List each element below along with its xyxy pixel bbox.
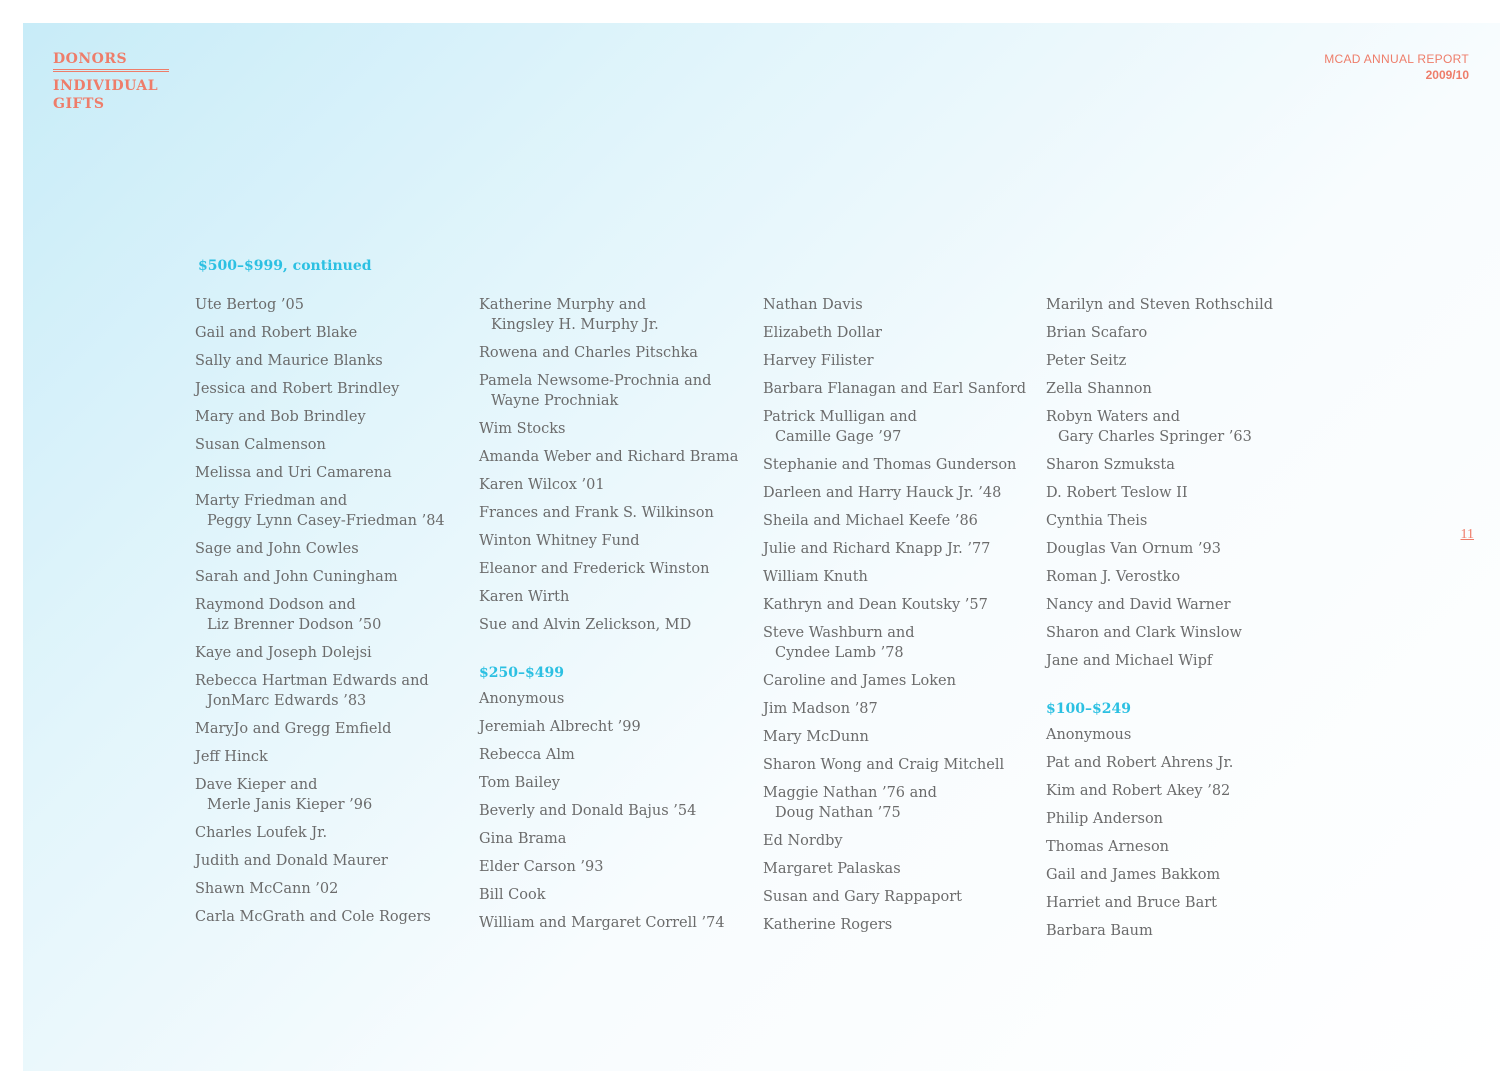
donor-name-line: Nathan Davis bbox=[763, 297, 863, 313]
donor-name bbox=[1046, 865, 1316, 885]
donor-name-line: Julie and Richard Knapp Jr. ’77 bbox=[763, 541, 991, 557]
donor-name-line: Karen Wirth bbox=[479, 589, 570, 605]
report-year: 2009/10 bbox=[1425, 68, 1469, 82]
section-tag bbox=[53, 50, 169, 113]
donor-name-line: Jim Madson ’87 bbox=[763, 701, 878, 717]
donor-name bbox=[195, 567, 465, 587]
donor-name-line: Jane and Michael Wipf bbox=[1046, 653, 1213, 669]
donor-name-line: Margaret Palaskas bbox=[763, 861, 901, 877]
donor-name-line: Winton Whitney Fund bbox=[479, 533, 640, 549]
donor-name-line: Barbara Flanagan and Earl Sanford bbox=[763, 381, 1027, 397]
donor-name-line: Brian Scafaro bbox=[1046, 325, 1148, 341]
donor-name bbox=[1046, 753, 1316, 773]
donor-name-line: Tom Bailey bbox=[479, 775, 560, 791]
section-tag-individual-gifts: INDIVIDUAL GIFTS bbox=[53, 78, 159, 112]
donor-name bbox=[1046, 651, 1316, 671]
donor-name bbox=[1046, 837, 1316, 857]
donor-name bbox=[1046, 725, 1316, 745]
donor-name-line: Gail and James Bakkom bbox=[1046, 867, 1221, 883]
donor-name-line: Judith and Donald Maurer bbox=[195, 853, 388, 869]
donor-name bbox=[479, 371, 749, 411]
donor-column-2 bbox=[479, 295, 749, 941]
donor-name bbox=[479, 447, 749, 467]
donor-name-line: Rowena and Charles Pitschka bbox=[479, 345, 698, 361]
donor-name-line: Wim Stocks bbox=[479, 421, 566, 437]
donor-name bbox=[1046, 455, 1316, 475]
donor-name bbox=[1046, 623, 1316, 643]
donor-name bbox=[195, 671, 465, 711]
donor-name bbox=[1046, 567, 1316, 587]
donor-name-line: Marilyn and Steven Rothschild bbox=[1046, 297, 1274, 313]
donor-name bbox=[1046, 295, 1316, 315]
donor-name-line: Sharon Wong and Craig Mitchell bbox=[763, 757, 1005, 773]
donor-name-line: Barbara Baum bbox=[1046, 923, 1153, 939]
donor-name-line: Katherine Rogers bbox=[763, 917, 893, 933]
donor-name-line: Sarah and John Cuningham bbox=[195, 569, 398, 585]
donor-name bbox=[479, 829, 749, 849]
donor-name bbox=[1046, 351, 1316, 371]
donor-name bbox=[195, 851, 465, 871]
donor-name-continuation: Kingsley H. Murphy Jr. bbox=[491, 317, 659, 333]
donor-name-line: Beverly and Donald Bajus ’54 bbox=[479, 803, 697, 819]
donor-name-line: Shawn McCann ’02 bbox=[195, 881, 339, 897]
donor-name-continuation: Peggy Lynn Casey-Friedman ’84 bbox=[207, 513, 445, 529]
donor-name bbox=[479, 745, 749, 765]
donor-name-line: Sue and Alvin Zelickson, MD bbox=[479, 617, 692, 633]
donor-name-line: Sheila and Michael Keefe ’86 bbox=[763, 513, 978, 529]
donor-name bbox=[763, 379, 1033, 399]
donor-name-continuation: Cyndee Lamb ’78 bbox=[775, 645, 904, 661]
donor-name-line: Harriet and Bruce Bart bbox=[1046, 895, 1217, 911]
donor-name-line: Douglas Van Ornum ’93 bbox=[1046, 541, 1221, 557]
donor-name bbox=[1046, 483, 1316, 503]
donor-name bbox=[195, 643, 465, 663]
donor-name bbox=[763, 727, 1033, 747]
donor-name-line: Steve Washburn and bbox=[763, 625, 915, 641]
donor-name-line: Kaye and Joseph Dolejsi bbox=[195, 645, 372, 661]
donor-name bbox=[479, 531, 749, 551]
range-heading-250-499: $250–$499 bbox=[479, 665, 564, 681]
donor-name bbox=[479, 587, 749, 607]
donor-name bbox=[195, 379, 465, 399]
donor-name bbox=[763, 755, 1033, 775]
donor-name bbox=[1046, 407, 1316, 447]
donor-name bbox=[763, 595, 1033, 615]
donor-name-line: Sally and Maurice Blanks bbox=[195, 353, 383, 369]
donor-name bbox=[195, 407, 465, 427]
donor-name-line: Pat and Robert Ahrens Jr. bbox=[1046, 755, 1234, 771]
donor-name-continuation: Merle Janis Kieper ’96 bbox=[207, 797, 373, 813]
donor-name bbox=[195, 351, 465, 371]
donor-name-line: Zella Shannon bbox=[1046, 381, 1152, 397]
donor-name bbox=[763, 623, 1033, 663]
donor-name-line: Jessica and Robert Brindley bbox=[195, 381, 400, 397]
donor-name-line: Anonymous bbox=[1046, 727, 1132, 743]
donor-name bbox=[763, 699, 1033, 719]
donor-name-line: Roman J. Verostko bbox=[1046, 569, 1181, 585]
donor-name bbox=[195, 435, 465, 455]
donor-name bbox=[479, 419, 749, 439]
donor-name-line: Pamela Newsome-Prochnia and bbox=[479, 373, 712, 389]
donor-name bbox=[479, 559, 749, 579]
donor-name-line: Thomas Arneson bbox=[1046, 839, 1170, 855]
donor-name-continuation: Wayne Prochniak bbox=[491, 393, 619, 409]
donor-name-line: Katherine Murphy and bbox=[479, 297, 647, 313]
donor-name bbox=[479, 295, 749, 335]
donor-name-continuation: Doug Nathan ’75 bbox=[775, 805, 901, 821]
donor-name-line: Kim and Robert Akey ’82 bbox=[1046, 783, 1231, 799]
donor-name bbox=[195, 775, 465, 815]
donor-name-line: Darleen and Harry Hauck Jr. ’48 bbox=[763, 485, 1002, 501]
donor-name bbox=[479, 689, 749, 709]
donor-name-line: Amanda Weber and Richard Brama bbox=[479, 449, 739, 465]
donor-name-line: Gail and Robert Blake bbox=[195, 325, 358, 341]
donor-name-continuation: Gary Charles Springer ’63 bbox=[1058, 429, 1252, 445]
donor-name bbox=[1046, 921, 1316, 941]
donor-name bbox=[195, 879, 465, 899]
donor-name bbox=[479, 475, 749, 495]
donor-name-line: Harvey Filister bbox=[763, 353, 874, 369]
donor-name-line: Patrick Mulligan and bbox=[763, 409, 917, 425]
donor-name bbox=[763, 567, 1033, 587]
donor-name-line: William and Margaret Correll ’74 bbox=[479, 915, 725, 931]
section-tag-donors: DONORS bbox=[53, 50, 169, 72]
donor-name bbox=[763, 295, 1033, 315]
donor-name bbox=[195, 747, 465, 767]
donor-name bbox=[195, 907, 465, 927]
donor-name-line: MaryJo and Gregg Emfield bbox=[195, 721, 392, 737]
donor-name bbox=[763, 671, 1033, 691]
donor-name-line: Carla McGrath and Cole Rogers bbox=[195, 909, 431, 925]
donor-name-line: Caroline and James Loken bbox=[763, 673, 956, 689]
donor-name bbox=[479, 503, 749, 523]
donor-name bbox=[763, 859, 1033, 879]
donor-name-continuation: Liz Brenner Dodson ’50 bbox=[207, 617, 382, 633]
range-heading-100-249: $100–$249 bbox=[1046, 701, 1131, 717]
donor-name-continuation: Camille Gage ’97 bbox=[775, 429, 902, 445]
donor-name-line: Karen Wilcox ’01 bbox=[479, 477, 605, 493]
donor-name bbox=[479, 885, 749, 905]
donor-name bbox=[1046, 781, 1316, 801]
donor-name-line: Dave Kieper and bbox=[195, 777, 318, 793]
donor-name-line: Ute Bertog ’05 bbox=[195, 297, 304, 313]
donor-name-line: Bill Cook bbox=[479, 887, 546, 903]
donor-name bbox=[763, 915, 1033, 935]
donor-name-line: Jeremiah Albrecht ’99 bbox=[479, 719, 641, 735]
donor-name-line: Ed Nordby bbox=[763, 833, 843, 849]
donor-name-line: Susan Calmenson bbox=[195, 437, 326, 453]
report-title: MCAD ANNUAL REPORT bbox=[1324, 52, 1469, 66]
donor-name-line: Gina Brama bbox=[479, 831, 567, 847]
donor-name-line: Charles Loufek Jr. bbox=[195, 825, 328, 841]
donor-name-line: Kathryn and Dean Koutsky ’57 bbox=[763, 597, 988, 613]
donor-name bbox=[479, 343, 749, 363]
donor-name bbox=[195, 823, 465, 843]
donor-name-line: Frances and Frank S. Wilkinson bbox=[479, 505, 714, 521]
donor-name-line: Mary and Bob Brindley bbox=[195, 409, 366, 425]
donor-name-line: Anonymous bbox=[479, 691, 565, 707]
donor-name-continuation: JonMarc Edwards ’83 bbox=[207, 693, 367, 709]
donor-name bbox=[195, 595, 465, 635]
report-label bbox=[1324, 51, 1469, 83]
donor-name-line: Robyn Waters and bbox=[1046, 409, 1181, 425]
donor-name bbox=[763, 323, 1033, 343]
donor-name bbox=[195, 719, 465, 739]
donor-name-line: Peter Seitz bbox=[1046, 353, 1127, 369]
donor-name-line: Eleanor and Frederick Winston bbox=[479, 561, 710, 577]
donor-column-3 bbox=[763, 295, 1033, 943]
donor-name bbox=[479, 773, 749, 793]
donor-name-line: Sharon Szmuksta bbox=[1046, 457, 1175, 473]
donor-name-line: Nancy and David Warner bbox=[1046, 597, 1231, 613]
donor-name-line: Elder Carson ’93 bbox=[479, 859, 604, 875]
donor-name-line: D. Robert Teslow II bbox=[1046, 485, 1188, 501]
donor-name-line: Melissa and Uri Camarena bbox=[195, 465, 392, 481]
donor-name bbox=[479, 615, 749, 635]
donor-name bbox=[195, 463, 465, 483]
donor-name bbox=[1046, 809, 1316, 829]
donor-column-1 bbox=[195, 295, 465, 935]
donor-name bbox=[763, 407, 1033, 447]
donor-name bbox=[195, 323, 465, 343]
donor-name bbox=[763, 887, 1033, 907]
donor-name bbox=[1046, 323, 1316, 343]
donor-name-line: Maggie Nathan ’76 and bbox=[763, 785, 937, 801]
donor-name bbox=[195, 539, 465, 559]
donor-name-line: Rebecca Alm bbox=[479, 747, 575, 763]
donor-name-line: Stephanie and Thomas Gunderson bbox=[763, 457, 1017, 473]
donor-name-line: Cynthia Theis bbox=[1046, 513, 1148, 529]
donor-name bbox=[1046, 379, 1316, 399]
range-heading-continued: $500–$999, continued bbox=[198, 258, 372, 274]
donor-name-line: Raymond Dodson and bbox=[195, 597, 356, 613]
donor-name-line: Rebecca Hartman Edwards and bbox=[195, 673, 429, 689]
donor-name bbox=[763, 539, 1033, 559]
donor-name bbox=[479, 857, 749, 877]
donor-name bbox=[195, 491, 465, 531]
donor-name-line: Jeff Hinck bbox=[195, 749, 268, 765]
donor-name bbox=[479, 801, 749, 821]
page-number: 11 bbox=[1460, 527, 1474, 542]
donor-name-line: Elizabeth Dollar bbox=[763, 325, 882, 341]
donor-name bbox=[763, 511, 1033, 531]
donor-name bbox=[763, 455, 1033, 475]
donor-name bbox=[1046, 511, 1316, 531]
donor-name bbox=[479, 717, 749, 737]
donor-name-line: Sharon and Clark Winslow bbox=[1046, 625, 1242, 641]
donor-name-line: Sage and John Cowles bbox=[195, 541, 359, 557]
donor-name-line: Marty Friedman and bbox=[195, 493, 348, 509]
report-page bbox=[23, 23, 1500, 1071]
donor-name-line: William Knuth bbox=[763, 569, 868, 585]
donor-name-line: Philip Anderson bbox=[1046, 811, 1164, 827]
donor-name bbox=[1046, 893, 1316, 913]
donor-name bbox=[195, 295, 465, 315]
donor-name bbox=[763, 783, 1033, 823]
donor-name-line: Mary McDunn bbox=[763, 729, 869, 745]
donor-name bbox=[763, 351, 1033, 371]
donor-name bbox=[763, 831, 1033, 851]
donor-name-line: Susan and Gary Rappaport bbox=[763, 889, 963, 905]
donor-name bbox=[763, 483, 1033, 503]
donor-column-4 bbox=[1046, 295, 1316, 949]
donor-name bbox=[479, 913, 749, 933]
donor-name bbox=[1046, 595, 1316, 615]
donor-name bbox=[1046, 539, 1316, 559]
